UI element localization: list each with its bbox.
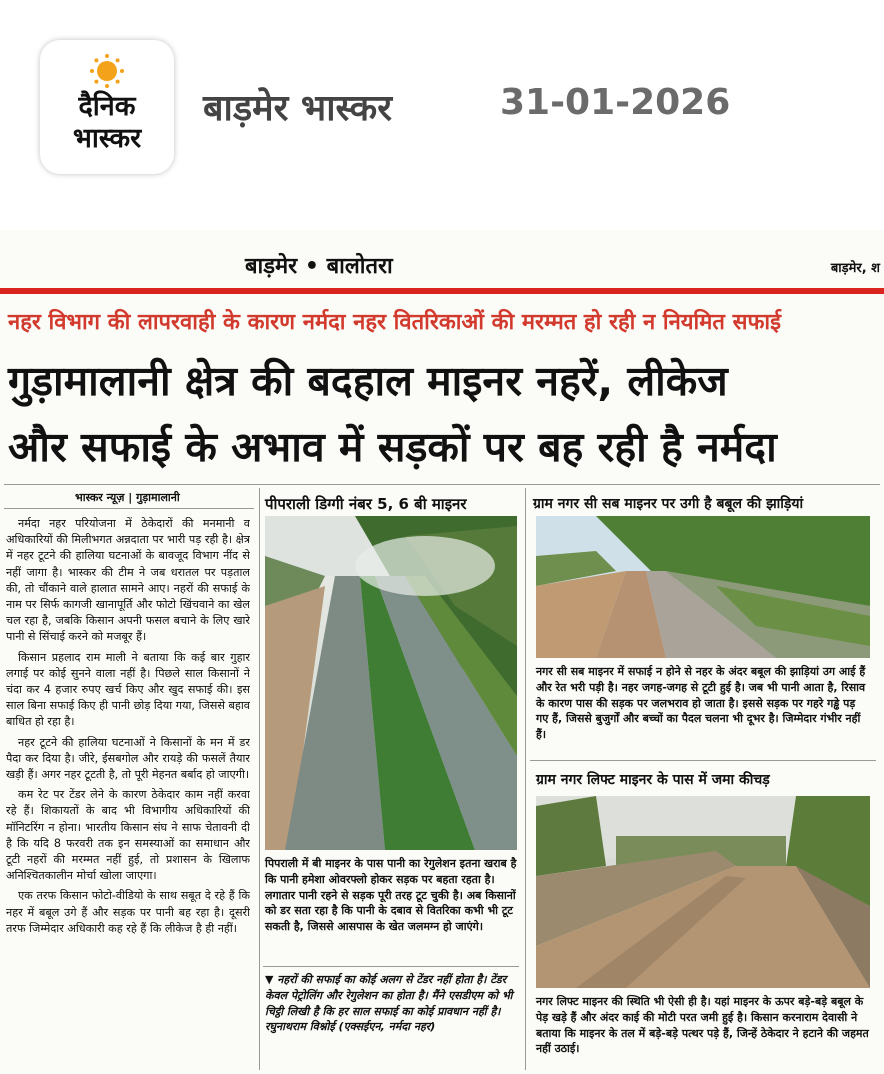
- babul-bushes-photo: [536, 516, 870, 658]
- section-divider: [0, 288, 884, 294]
- article-body: [6, 516, 250, 1070]
- edition-date: 31-01-2026: [500, 82, 731, 123]
- headline-divider: [4, 484, 880, 485]
- dainik-bhaskar-logo[interactable]: [40, 40, 174, 174]
- article-paragraph: कम रेट पर टेंडर लेने के कारण ठेकेदार काम नहीं करवा रहे हैं। शिकायतों के बाद भी विभागीय अधिकारियों की मॉनिटरिंग न होना। भारतीय किसान संघ ने साफ चेतावनी दी है कि यदि 8 फरवरी तक इन समस्याओं का समाधान और टूटी नहरों की मरम्मत नहीं हुई, तो प्रशासन के खिलाफ अनिश्चितकालीन मोर्चा खोला जाएगा।: [6, 788, 250, 883]
- logo-text-line1: दैनिक: [78, 91, 136, 122]
- app-header: [0, 0, 884, 230]
- byline: भास्कर न्यूज़ | गुड़ामालानी: [75, 491, 180, 504]
- column-divider: [259, 488, 260, 1070]
- article-paragraph: नहर टूटने की हालिया घटनाओं ने किसानों के मन में डर पैदा कर दिया है। जीरे, ईसबगोल और रायड़े की फसलें तैयार खड़ी हैं। अगर नहर टूटती है, तो पूरी मेहनत बर्बाद हो जाएगी।: [6, 735, 250, 782]
- photo-caption: नगर सी सब माइनर में सफाई न होने से नहर के अंदर बबूल की झाड़ियां उग आई हैं और रेत भरी पड़ी है। नहर जगह-जगह से टूटी हुई है। जब भी पानी आता है, रिसाव के कारण पास की सड़क पर जलभराव हो जाता है। इससे सड़क पर गहरे गड्ढे पड़ गए हैं, जिससे बुजुर्गों और बच्चों का पैदल चलना भी दूभर है। जिम्मेदार गंभीर नहीं हैं।: [536, 665, 866, 742]
- column-divider: [525, 488, 526, 1070]
- byline-divider: [4, 508, 254, 509]
- quote-author: रघुनाथराम विश्नोई (एक्सईएन, नर्मदा नहर): [265, 1020, 436, 1034]
- photo-caption: नगर लिफ्ट माइनर की स्थिति भी ऐसी ही है। यहां माइनर के ऊपर बड़े-बड़े बबूल के पेड़ खड़े हैं और अंदर काई की मोटी परत जमी हुई है। किसान करनाराम देवासी ने बताया कि माइनर के तल में बड़े-बड़े पत्थर पड़े हैं, जिन्हें ठेकेदार ने हटाने की जहमत नहीं उठाई।: [536, 995, 869, 1056]
- photo-heading: पीपराली डिग्गी नंबर 5, 6 बी माइनर: [265, 495, 467, 513]
- official-quote: [265, 972, 517, 1035]
- article-paragraph: किसान प्रहलाद राम माली ने बताया कि कई बार गुहार लगाई पर कोई सुनने वाला नहीं है। पिछले साल किसानों ने चंदा कर 4 हजार रुपए खर्च किए और खुद सफाई की। इस साल बिना सफाई किए ही पानी छोड़ दिया गया, जिससे बहाव बाधित हो रहा है।: [6, 650, 250, 729]
- article-kicker: नहर विभाग की लापरवाही के कारण नर्मदा नहर वितरिकाओं की मरम्मत हो रही न नियमित सफाई: [8, 310, 781, 335]
- photo-caption: पिपराली में बी माइनर के पास पानी का रेगुलेशन इतना खराब है कि पानी हमेशा ओवरफ्लो होकर सड़क पर बहता रहता है। लगातार पानी रहने से सड़क पूरी तरह टूट चुकी है। अब किसानों को डर सता रहा है कि पानी के दबाव से वितरिका कभी भी टूट सकती है, जिससे आसपास के खेत जलमग्न हो जाएंगे।: [265, 857, 517, 934]
- photo-heading: ग्राम नगर लिफ्ट माइनर के पास में जमा कीचड़: [536, 772, 770, 788]
- section-title: बाड़मेर • बालोतरा: [245, 254, 393, 279]
- sun-icon: [90, 54, 124, 88]
- photo-divider: [530, 760, 876, 761]
- canal-overflow-photo: [265, 516, 517, 850]
- article-paragraph: एक तरफ किसान फोटो-वीडियो के साथ सबूत दे रहे हैं कि नहर में बबूल उगे हैं और सड़क पर पानी बह रहा है। दूसरी तरफ जिम्मेदार अधिकारी कह रहे हैं कि लीकेज है ही नहीं।: [6, 889, 250, 935]
- headline-line-1: गुड़ामालानी क्षेत्र की बदहाल माइनर नहरें, लीकेज: [8, 357, 728, 405]
- article-paragraph: नर्मदा नहर परियोजना में ठेकेदारों की मनमानी व अधिकारियों की मिलीभगत अन्नदाता पर भारी पड़ रही है। क्षेत्र में नहर टूटने की हालिया घटनाओं के बावजूद विभाग नींद से नहीं जागा है। भास्कर की टीम ने जब धरातल पर पड़ताल की, तो चौंकाने वाले हालात सामने आए। नहरों की सफाई के नाम पर सिर्फ कागजी खानापूर्ति और फोटो खिंचवाने का खेल चल रहा है, जबकि किसान अपनी फसल बचाने के लिए खारे पानी से सिंचाई करने को मजबूर हैं।: [6, 517, 250, 644]
- page-label: बाड़मेर, श: [830, 261, 880, 276]
- quote-divider: [263, 966, 519, 967]
- mud-accumulation-photo: [536, 796, 870, 988]
- headline-line-2: और सफाई के अभाव में सड़कों पर बह रही है नर्मदा: [8, 423, 777, 471]
- quote-text: नहरों की सफाई का कोई अलग से टेंडर नहीं होता है। टेंडर केवल पेट्रोलिंग और रेगुलेशन का होता है। मैंने एसडीएम को भी चिट्ठी लिखी है कि हर साल सफाई का कोई प्रावधान नहीं है।: [265, 973, 513, 1018]
- edition-title: बाड़मेर भास्कर: [203, 88, 392, 129]
- quote-marker-icon: ▼: [265, 973, 278, 986]
- logo-text-line2: भास्कर: [72, 123, 142, 154]
- photo-heading: ग्राम नगर सी सब माइनर पर उगी है बबूल की झाड़ियां: [533, 496, 804, 512]
